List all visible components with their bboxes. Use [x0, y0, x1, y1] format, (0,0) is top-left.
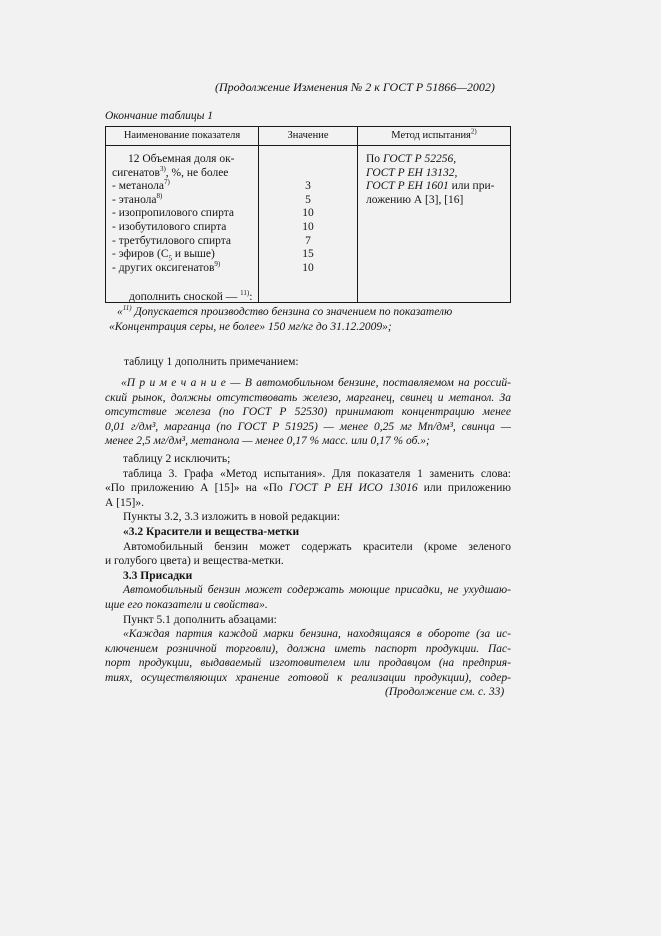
table3-line: А [15]». [105, 496, 144, 509]
note-block [105, 376, 511, 449]
points-intro: Пункты 3.2, 3.3 изложить в новой редакции: [123, 511, 341, 524]
note-line: менее 2,5 мг/дм³, метанола — менее 0,17 % масс. или 0,17 % об.»; [105, 435, 430, 448]
indicator-line [112, 164, 254, 181]
column-header-method [358, 127, 511, 146]
footnote-add-sup: 11) [240, 289, 250, 298]
indicator-tail: и выше) [171, 248, 215, 261]
indicator-text: - этанола [112, 193, 157, 206]
value-line: 7 [305, 234, 311, 247]
footnote-line [117, 306, 452, 318]
method-text: По [366, 153, 383, 165]
note-line: ский рынок, должны отсутствовать железо, марганец, свинец и метанол. За [105, 391, 511, 404]
note-intro: таблицу 1 дополнить примечанием: [124, 356, 299, 368]
indicator-line: - третбутилового спирта [112, 234, 232, 247]
footnote-line: «Концентрация серы, не более» 150 мг/кг до 31.12.2009»; [109, 321, 392, 333]
section-3-2-line: и голубого цвета) и вещества-метки. [105, 555, 284, 568]
body-block [105, 452, 511, 686]
note-line: отсутствие железа (по ГОСТ Р 52530) принимают концентрацию менее [105, 406, 511, 419]
point-5-1-line: порт продукции, выдаваемый изготовителем или продавцом (на предприя- [105, 657, 511, 670]
table3-standard: ГОСТ Р ЕН ИСО 13016 [288, 482, 418, 495]
value-line [259, 153, 357, 167]
note-line: «П р и м е ч а н и е — В автомобильном бензине, поставляемом на россий- [121, 377, 511, 389]
column-header-indicator: Наименование показателя [106, 127, 259, 146]
method-line: ГОСТ Р ЕН 13132, [366, 166, 458, 179]
table3-text: или приложению [417, 482, 511, 495]
section-3-2-line: Автомобильный бензин может содержать красители (кроме зеленого [123, 540, 511, 553]
value-line: 15 [302, 248, 314, 261]
table-header-row [106, 127, 511, 146]
value-line [259, 167, 357, 181]
note-line: 0,01 г/дм³, марганца (по ГОСТ Р 51925) — менее 0,25 мг Mn/дм³, свинца — [105, 420, 511, 433]
table3-line: таблица 3. Графа «Метод испытания». Для показателя 1 заменить слова: [123, 467, 511, 480]
column-header-value: Значение [259, 127, 358, 146]
footnote-add-text: дополнить сноской — [129, 291, 238, 303]
point-5-1-line: «Каждая партия каждой марки бензина, находящаяся в обороте (за ис- [123, 628, 511, 641]
footnote-text: Допускается производство бензина со значением по показателю [131, 306, 453, 318]
indicator-line [112, 259, 254, 276]
method-cell [358, 146, 511, 303]
indicator-text: сигенатов [112, 166, 160, 179]
table-caption: Окончание таблицы 1 [105, 110, 213, 122]
indicator-tail: , %, не более [165, 166, 229, 179]
method-standard: ГОСТ Р 52256, [382, 153, 457, 165]
indicator-text: - эфиров (С [112, 248, 169, 261]
point-5-1-line: ключением розничной торговли), должна иметь паспорт продукции. Пас- [105, 642, 511, 655]
indicator-line: - изобутилового спирта [112, 220, 227, 233]
indicator-sup: 3) [159, 164, 166, 173]
point-5-1-intro: Пункт 5.1 дополнить абзацами: [123, 613, 277, 626]
indicator-sup: 9) [214, 259, 221, 268]
indicator-line [112, 191, 254, 208]
exclude-table-2: таблицу 2 исключить; [123, 453, 231, 465]
value-cell [259, 146, 358, 303]
footnote-sup: 11) [122, 304, 132, 313]
indicator-text: - других оксигенатов [112, 261, 215, 274]
continued-footer: (Продолжение см. с. 33) [385, 686, 505, 698]
table3-line [105, 481, 511, 496]
method-line: ложению А [3], [16] [366, 193, 464, 206]
point-5-1-line: тиях, осуществляющих хранение готовой к реализации продукции), содер- [105, 671, 511, 684]
indicator-line [112, 248, 254, 262]
indicator-line [112, 180, 254, 194]
indicator-line: - изопропилового спирта [112, 207, 234, 220]
table-row [106, 146, 511, 303]
continuation-header: (Продолжение Изменения № 2 к ГОСТ Р 51866—2002) [215, 80, 495, 94]
indicators-table [105, 126, 511, 303]
indicator-line: 12 Объемная доля ок- [128, 153, 235, 165]
indicator-cell [106, 146, 259, 303]
section-3-2-title: «3.2 Красители и вещества-метки [123, 525, 300, 538]
method-line [366, 153, 506, 167]
value-line: 5 [305, 193, 311, 206]
indicator-sub: 5 [168, 254, 172, 263]
method-line [366, 180, 506, 194]
method-text: или при- [448, 180, 495, 193]
footnote-add-colon: : [249, 291, 253, 303]
value-line: 3 [305, 180, 311, 193]
method-header-sup: 2) [470, 127, 477, 136]
section-3-3-line: щие его показатели и свойства». [105, 598, 268, 611]
method-header-label: Метод испытания [391, 130, 471, 142]
table3-text: «По приложению А [15]» на «По [105, 482, 289, 495]
footnote-add-label [129, 291, 252, 303]
value-line: 10 [302, 207, 314, 220]
indicator-sup: 8) [156, 191, 163, 200]
section-3-3-title: 3.3 Присадки [123, 569, 193, 582]
footnote-quote: « [117, 306, 123, 318]
indicator-text: - метанола [112, 180, 164, 193]
section-3-3-line: Автомобильный бензин может содержать моющие присадки, не ухудшаю- [123, 584, 511, 597]
value-line: 10 [302, 220, 314, 233]
indicator-sup: 7) [163, 178, 170, 187]
method-standard: ГОСТ Р ЕН 1601 [366, 180, 449, 193]
value-line: 10 [302, 261, 314, 274]
